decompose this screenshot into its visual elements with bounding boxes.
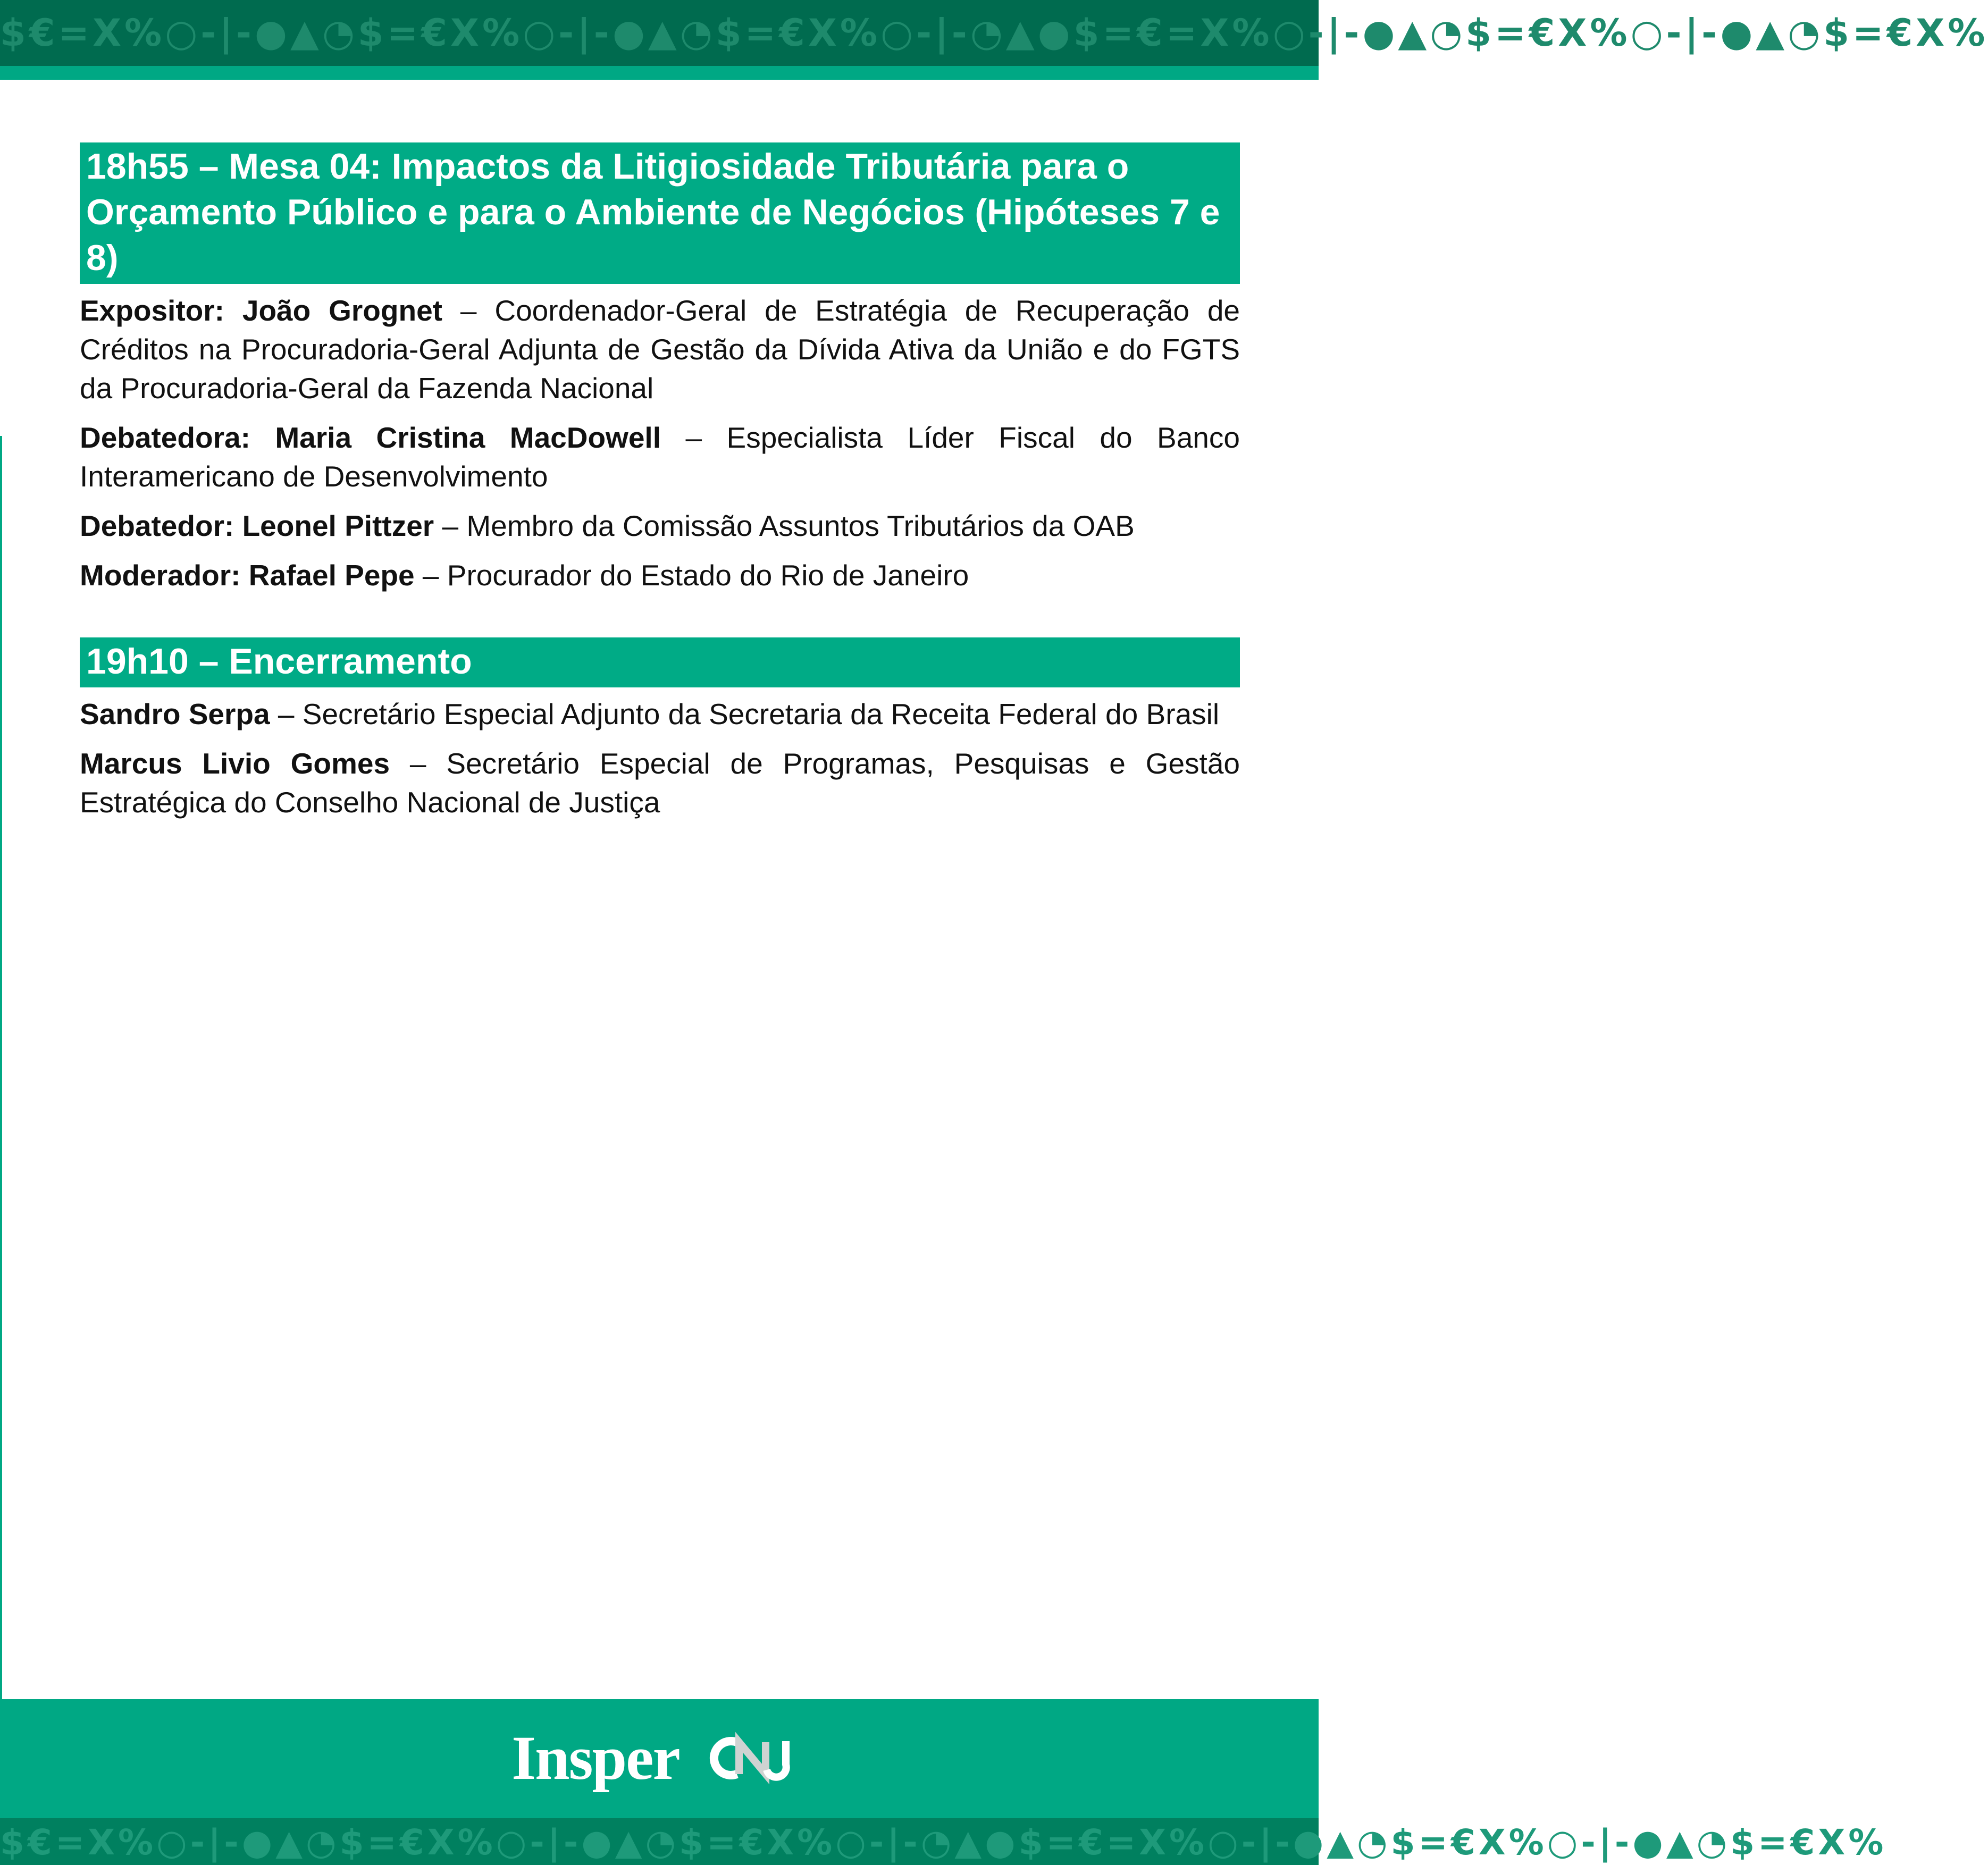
cnj-logo <box>706 1732 807 1785</box>
session-mesa-04 <box>80 142 1240 595</box>
speaker-entry <box>80 291 1240 408</box>
bottom-symbol-pattern: $€=X%○-|-●▲◔$=€X%○-|-●▲◔$=€X%○-|-◔▲●$=€=X%○-|-●▲◔$=€X%○-|-●▲◔$=€X% <box>0 1822 1887 1863</box>
speaker-description: – Membro da Comissão Assuntos Tributários da OAB <box>434 509 1135 542</box>
speaker-entry <box>80 695 1240 734</box>
footer-band <box>0 1699 1887 1865</box>
speaker-label: Moderador: Rafael Pepe <box>80 559 415 592</box>
speaker-label: Debatedora: Maria Cristina MacDowell <box>80 421 661 454</box>
session-encerramento <box>80 637 1240 822</box>
speaker-label: Marcus Livio Gomes <box>80 747 390 780</box>
schedule-content <box>80 142 1240 822</box>
session-title: 18h55 – Mesa 04: Impactos da Litigiosidade Tributária para o Orçamento Público e para o Ambiente de Negócios (Hipóteses 7 e 8) <box>80 142 1240 284</box>
top-pattern-band <box>0 0 1988 80</box>
speaker-entry <box>80 556 1240 595</box>
top-symbol-pattern: $€=X%○-|-●▲◔$=€X%○-|-●▲◔$=€X%○-|-◔▲●$=€=X%○-|-●▲◔$=€X%○-|-●▲◔$=€X% <box>0 11 1988 55</box>
footer-logos <box>0 1718 1319 1798</box>
speaker-label: Sandro Serpa <box>80 698 270 730</box>
left-decorative-rule <box>0 436 2 1701</box>
speaker-entry <box>80 744 1240 822</box>
speaker-entry <box>80 418 1240 496</box>
speaker-description: – Especialista Líder Fiscal do Banco Interamericano de Desenvolvimento <box>80 421 1240 493</box>
speaker-label: Expositor: João Grognet <box>80 294 442 327</box>
speaker-description: – Secretário Especial Adjunto da Secretaria da Receita Federal do Brasil <box>270 698 1220 730</box>
insper-logo: Insper <box>511 1723 680 1793</box>
speaker-description: – Secretário Especial de Programas, Pesquisas e Gestão Estratégica do Conselho Nacional de Justiça <box>80 747 1240 819</box>
bottom-pattern-strip <box>0 1818 1887 1865</box>
speaker-description: – Coordenador-Geral de Estratégia de Recuperação de Créditos na Procuradoria-Geral Adjunta de Gestão da Dívida Ativa da União e do FGTS da Procuradoria-Geral da Fazenda Nacional <box>80 294 1240 405</box>
speaker-label: Debatedor: Leonel Pittzer <box>80 509 434 542</box>
speaker-entry <box>80 507 1240 545</box>
session-title: 19h10 – Encerramento <box>80 637 1240 687</box>
speaker-description: – Procurador do Estado do Rio de Janeiro <box>414 559 969 592</box>
